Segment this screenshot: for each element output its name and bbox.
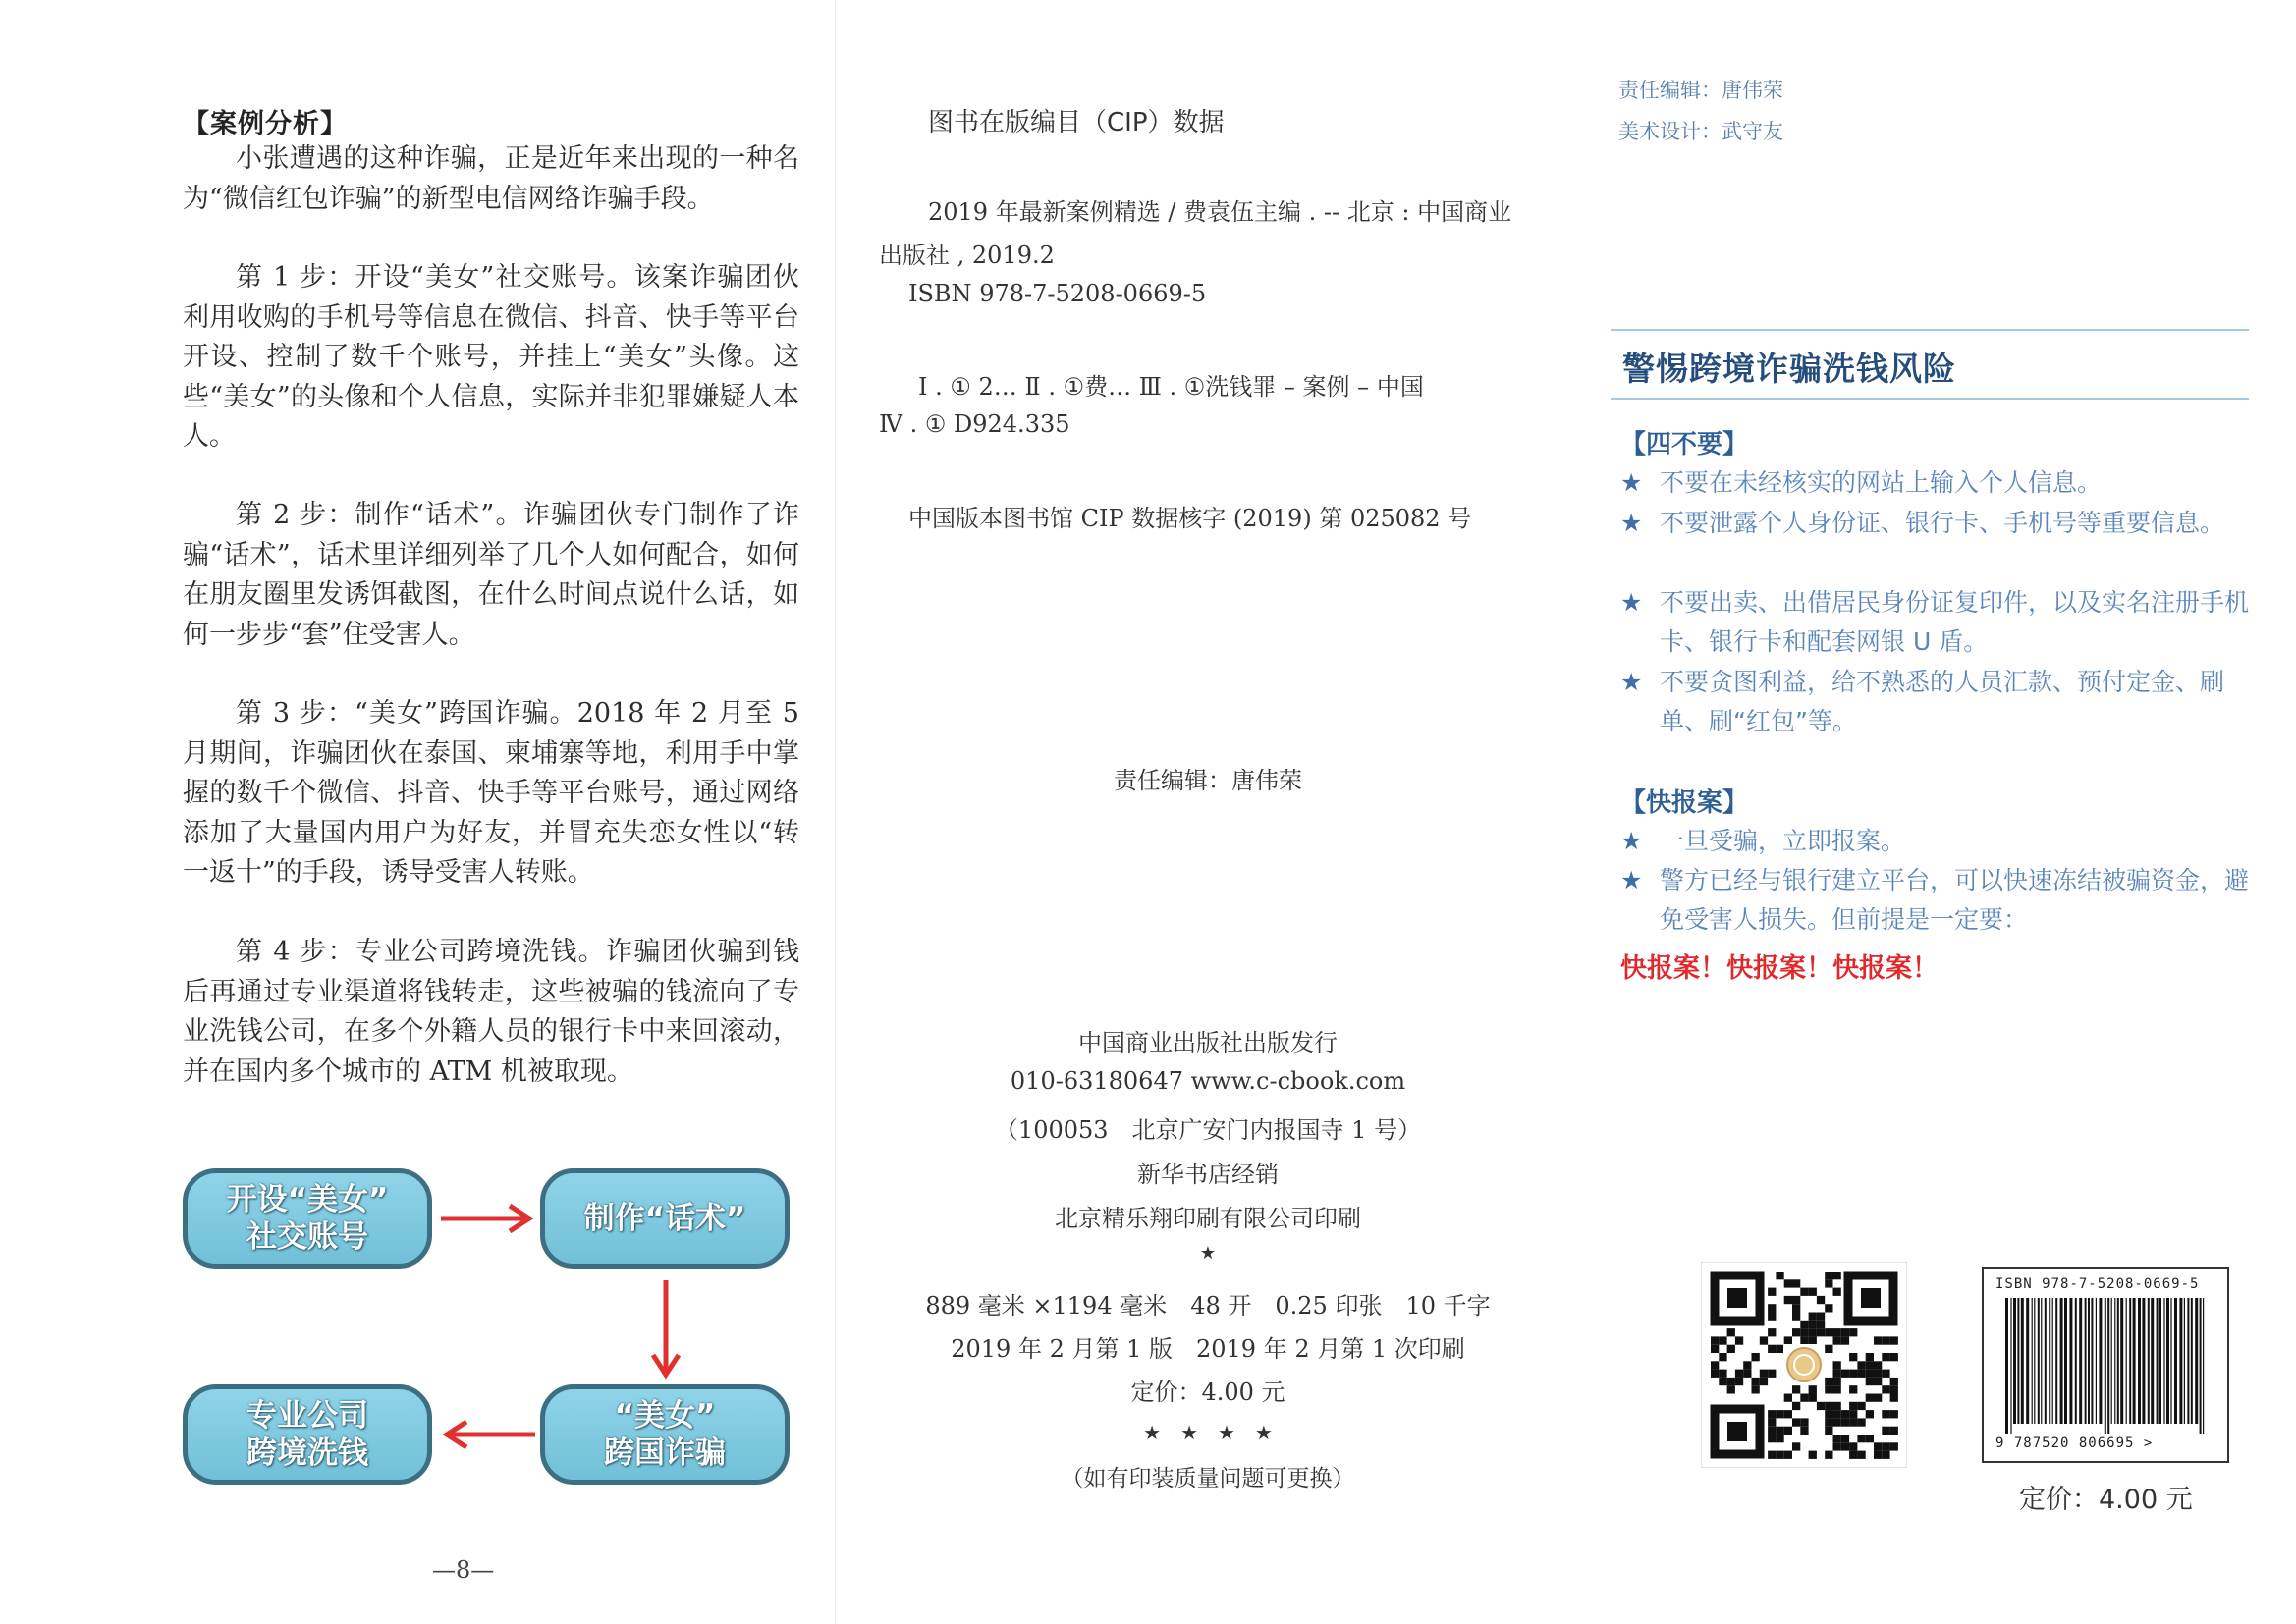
- dont-item-4: [1620, 663, 2269, 741]
- distributor-line: 新华书店经销: [1137, 1161, 1279, 1188]
- cover-price: 定价：4.00 元: [2019, 1485, 2193, 1515]
- publisher-address: （100053 北京广安门内报国寺 1 号）: [994, 1116, 1422, 1144]
- credit-editor: 责任编辑：唐伟荣: [1618, 79, 1783, 102]
- edition-line: 2019 年 2 月第 1 版 2019 年 2 月第 1 次印刷: [951, 1335, 1465, 1363]
- credit-designer: 美术设计：武守友: [1618, 120, 1783, 143]
- quality-note: （如有印装质量问题可更换）: [1061, 1466, 1355, 1491]
- star-bullet-icon: ★: [1620, 509, 1643, 537]
- flow-step-cross-border-fraud-line2: 跨国诈骗: [604, 1435, 726, 1471]
- dont-item-3-text: 不要出卖、出借居民身份证复印件，以及实名注册手机卡、银行卡和配套网银 U 盾。: [1660, 588, 2250, 656]
- flow-step-money-laundering-line1: 专业公司: [246, 1398, 368, 1434]
- step1-paragraph: 第 1 步：开设“美女”社交账号。该案诈骗团伙利用收购的手机号等信息在微信、抖音、快手等平台开设、控制了数千个账号，并挂上“美女”头像。这些“美女”的头像和个人信息，实际并非犯罪嫌疑人本人。: [183, 262, 799, 452]
- cip-title: 图书在版编目（CIP）数据: [928, 108, 1225, 137]
- urgent-report-text: 快报案！快报案！快报案！: [1620, 953, 1939, 984]
- star-bullet-icon: ★: [1620, 468, 1643, 497]
- flow-step-money-laundering: [183, 1384, 432, 1485]
- report-fast-title: 【快报案】: [1620, 788, 1749, 818]
- step2-paragraph: 第 2 步：制作“话术”。诈骗团伙专门制作了诈骗“话术”，话术里详细列举了几个人如何配合，如何在朋友圈里发诱饵截图，在什么时间点说什么话，如何一步步“套”住受害人。: [183, 500, 799, 650]
- flow-step-make-script: [540, 1168, 790, 1269]
- star-bullet-icon: ★: [1620, 588, 1643, 617]
- flow-step-open-accounts-line2: 社交账号: [246, 1219, 368, 1255]
- separator-star-icon: ★: [1199, 1243, 1217, 1264]
- report-item-2-text: 警方已经与银行建立平台，可以快速冻结被骗资金，避免受害人损失。但前提是一定要：: [1660, 866, 2250, 934]
- cip-line-1: 2019 年最新案例精选 / 费袁伍主编 . -- 北京 : 中国商业: [928, 198, 1512, 226]
- publisher-line: 中国商业出版社出版发行: [1078, 1029, 1338, 1056]
- responsible-editor: 责任编辑：唐伟荣: [1114, 767, 1302, 794]
- barcode-bars: [2001, 1298, 2214, 1434]
- flow-step-make-script-line1: 制作“话术”: [583, 1201, 746, 1236]
- step3-paragraph: 第 3 步：“美女”跨国诈骗。2018 年 2 月至 5 月期间，诈骗团伙在泰国、柬埔寨等地，利用手中掌握的数千个微信、抖音、快手等平台账号，通过网络添加了大量国内用户为好友，并冒充失恋女性以“转一返十”的手段，诱导受害人转账。: [183, 698, 799, 888]
- qr-code: [1701, 1262, 1907, 1468]
- back-cover-panel: [1581, 0, 2296, 1624]
- step4-paragraph: 第 4 步：专业公司跨境洗钱。诈骗团伙骗到钱后再通过专业渠道将钱转走，这些被骗的钱流向了专业洗钱公司，在多个外籍人员的银行卡中来回滚动，并在国内多个城市的 ATM 机被取现。: [183, 937, 799, 1087]
- cip-classification: Ⅰ . ① 2… Ⅱ . ①费… Ⅲ . ①洗钱罪 – 案例 – 中国: [918, 373, 1424, 401]
- red-arrow-left-icon: [437, 1415, 540, 1454]
- isbn-barcode: [1982, 1267, 2229, 1463]
- four-donts-title: 【四不要】: [1620, 430, 1749, 460]
- price-line: 定价：4.00 元: [1130, 1379, 1285, 1406]
- case-intro-paragraph: 小张遭遇的这种诈骗，正是近年来出现的一种名为“微信红包诈骗”的新型电信网络诈骗手段。: [183, 143, 799, 214]
- flow-step-open-accounts-line1: 开设“美女”: [226, 1182, 389, 1218]
- dont-item-1: [1620, 463, 2269, 503]
- red-arrow-right-icon: [437, 1199, 540, 1238]
- case-analysis-panel: [0, 0, 835, 1624]
- cip-line-2: 出版社 , 2019.2: [879, 242, 1055, 269]
- report-item-1: [1620, 822, 2269, 861]
- warning-title: 警惕跨境诈骗洗钱风险: [1622, 350, 1956, 388]
- dont-item-2-text: 不要泄露个人身份证、银行卡、手机号等重要信息。: [1660, 509, 2225, 537]
- fraud-flow-diagram: [177, 1164, 805, 1512]
- cip-colophon-panel: [835, 0, 1581, 1624]
- case-analysis-title: 【案例分析】: [183, 109, 348, 139]
- star-bullet-icon: ★: [1620, 866, 1643, 894]
- isbn-bottom-text: 9 787520 806695 >: [1995, 1435, 2154, 1451]
- publisher-contact: 010-63180647 www.c-cbook.com: [1010, 1067, 1406, 1095]
- report-item-2: [1620, 861, 2269, 940]
- dont-item-3: [1620, 583, 2269, 662]
- isbn-top-text: ISBN 978-7-5208-0669-5: [1995, 1276, 2200, 1292]
- star-bullet-icon: ★: [1620, 668, 1643, 696]
- publisher-logo-icon: [1783, 1344, 1825, 1385]
- flow-step-cross-border-fraud-line1: “美女”: [614, 1398, 716, 1434]
- flow-step-open-accounts: [183, 1168, 432, 1269]
- printer-line: 北京精乐翔印刷有限公司印刷: [1055, 1205, 1361, 1232]
- report-item-1-text: 一旦受骗，立即报案。: [1660, 827, 1906, 855]
- dont-item-4-text: 不要贪图利益，给不熟悉的人员汇款、预付定金、刷单、刷“红包”等。: [1660, 668, 2225, 735]
- star-bullet-icon: ★: [1620, 827, 1643, 855]
- page-number: —8—: [432, 1556, 495, 1584]
- flow-step-cross-border-fraud: [540, 1384, 790, 1485]
- dont-item-1-text: 不要在未经核实的网站上输入个人信息。: [1660, 468, 2103, 497]
- cip-record-number: 中国版本图书馆 CIP 数据核字 (2019) 第 025082 号: [908, 505, 1472, 532]
- flow-step-money-laundering-line2: 跨境洗钱: [246, 1435, 368, 1471]
- cip-isbn: ISBN 978-7-5208-0669-5: [908, 280, 1207, 307]
- cip-class-number: Ⅳ . ① D924.335: [879, 410, 1070, 438]
- red-arrow-down-icon: [646, 1276, 685, 1384]
- format-spec-line: 889 毫米 ×1194 毫米 48 开 0.25 印张 10 千字: [925, 1292, 1491, 1320]
- dont-item-2: [1620, 504, 2269, 543]
- separator-stars-icon: ★ ★ ★ ★: [1143, 1421, 1273, 1444]
